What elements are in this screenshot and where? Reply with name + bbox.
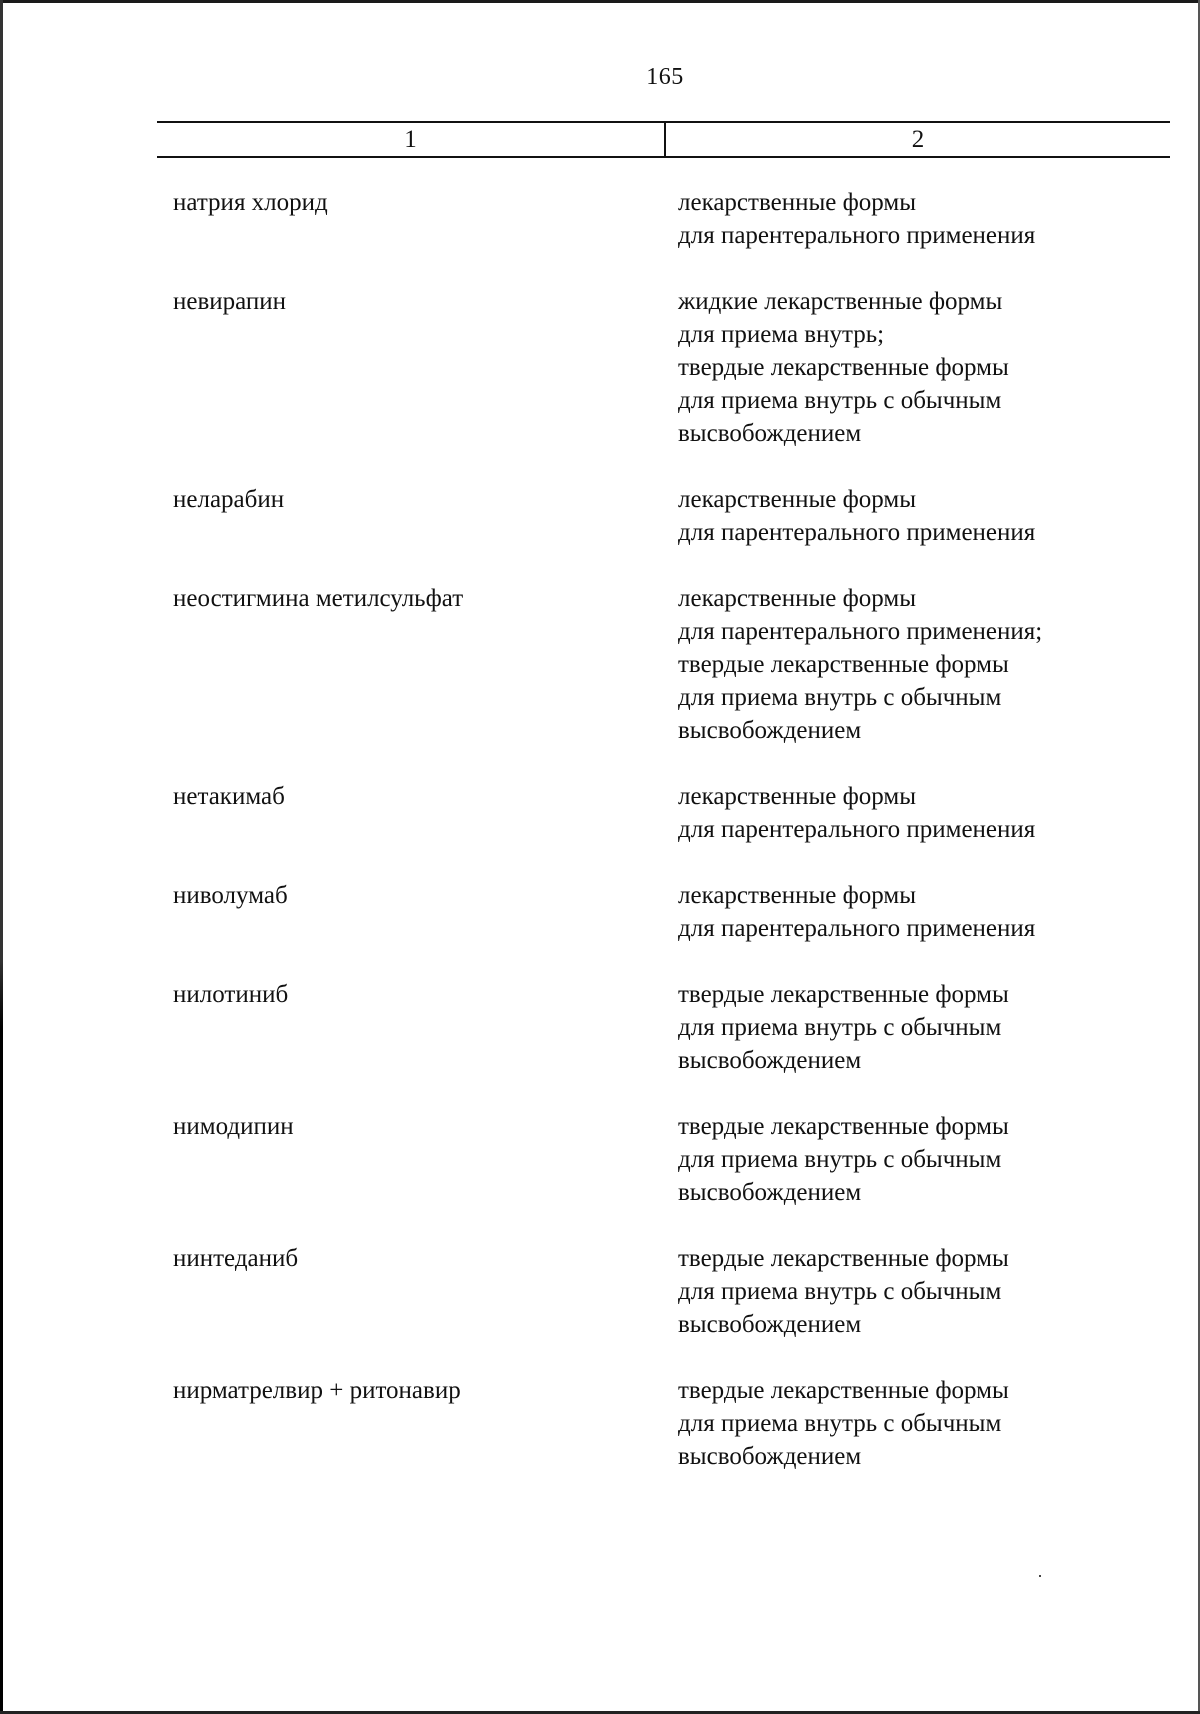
table-body <box>0 186 1200 1506</box>
table-row <box>0 1110 1200 1209</box>
dosage-form-line: лекарственные формы <box>678 783 917 810</box>
dosage-form-line: жидкие лекарственные формы <box>678 288 1003 315</box>
table-row <box>0 285 1200 450</box>
dosage-form-line: твердые лекарственные формы <box>678 1245 1009 1272</box>
dosage-form-line: лекарственные формы <box>678 585 917 612</box>
table-row <box>0 186 1200 252</box>
dosage-forms <box>678 483 1148 549</box>
dosage-form-line: высвобождением <box>678 420 862 447</box>
dosage-form-line: для приема внутрь с обычным <box>678 1410 1002 1437</box>
drug-name: нимодипин <box>173 1113 294 1140</box>
scan-speck <box>1039 1575 1041 1577</box>
page-number: 165 <box>646 64 684 90</box>
header-rule-bottom <box>157 156 1170 158</box>
dosage-form-line: для парентерального применения <box>678 816 1036 843</box>
dosage-forms <box>678 1110 1148 1209</box>
dosage-forms <box>678 879 1148 945</box>
drug-name: неостигмина метилсульфат <box>173 585 464 612</box>
dosage-forms <box>678 186 1148 252</box>
scan-border-top <box>0 0 1200 3</box>
drug-name: неларабин <box>173 486 285 513</box>
dosage-form-line: высвобождением <box>678 717 862 744</box>
table-row <box>0 780 1200 846</box>
dosage-forms <box>678 978 1148 1077</box>
dosage-form-line: высвобождением <box>678 1443 862 1470</box>
drug-name: нирматрелвир + ритонавир <box>173 1377 461 1404</box>
header-column-2: 2 <box>911 126 925 153</box>
drug-name: нилотиниб <box>173 981 289 1008</box>
table-row <box>0 1242 1200 1341</box>
drug-name: невирапин <box>173 288 287 315</box>
table-row <box>0 483 1200 549</box>
dosage-form-line: для парентерального применения; <box>678 618 1043 645</box>
dosage-form-line: для приема внутрь; <box>678 321 885 348</box>
dosage-form-line: твердые лекарственные формы <box>678 981 1009 1008</box>
dosage-form-line: высвобождением <box>678 1311 862 1338</box>
table-row <box>0 582 1200 747</box>
dosage-form-line: для приема внутрь с обычным <box>678 1146 1002 1173</box>
dosage-form-line: твердые лекарственные формы <box>678 651 1009 678</box>
table-row <box>0 978 1200 1077</box>
dosage-form-line: высвобождением <box>678 1047 862 1074</box>
dosage-form-line: лекарственные формы <box>678 486 917 513</box>
dosage-form-line: для парентерального применения <box>678 915 1036 942</box>
drug-name: нетакимаб <box>173 783 285 810</box>
table-row <box>0 1374 1200 1473</box>
dosage-form-line: для приема внутрь с обычным <box>678 387 1002 414</box>
drug-name: натрия хлорид <box>173 189 328 216</box>
dosage-form-line: для приема внутрь с обычным <box>678 1014 1002 1041</box>
dosage-forms <box>678 285 1148 450</box>
dosage-form-line: высвобождением <box>678 1179 862 1206</box>
dosage-form-line: для приема внутрь с обычным <box>678 684 1002 711</box>
dosage-form-line: твердые лекарственные формы <box>678 1113 1009 1140</box>
dosage-form-line: для парентерального применения <box>678 519 1036 546</box>
dosage-form-line: твердые лекарственные формы <box>678 1377 1009 1404</box>
table-row <box>0 879 1200 945</box>
dosage-forms <box>678 582 1148 747</box>
header-column-1: 1 <box>404 126 417 153</box>
dosage-forms <box>678 1242 1148 1341</box>
dosage-form-line: твердые лекарственные формы <box>678 354 1009 381</box>
dosage-form-line: лекарственные формы <box>678 882 917 909</box>
drug-name: нинтеданиб <box>173 1245 299 1272</box>
table-header <box>157 121 1170 157</box>
dosage-forms <box>678 780 1148 846</box>
dosage-form-line: для приема внутрь с обычным <box>678 1278 1002 1305</box>
dosage-forms <box>678 1374 1148 1473</box>
drug-name: ниволумаб <box>173 882 288 909</box>
dosage-form-line: для парентерального применения <box>678 222 1036 249</box>
dosage-form-line: лекарственные формы <box>678 189 917 216</box>
